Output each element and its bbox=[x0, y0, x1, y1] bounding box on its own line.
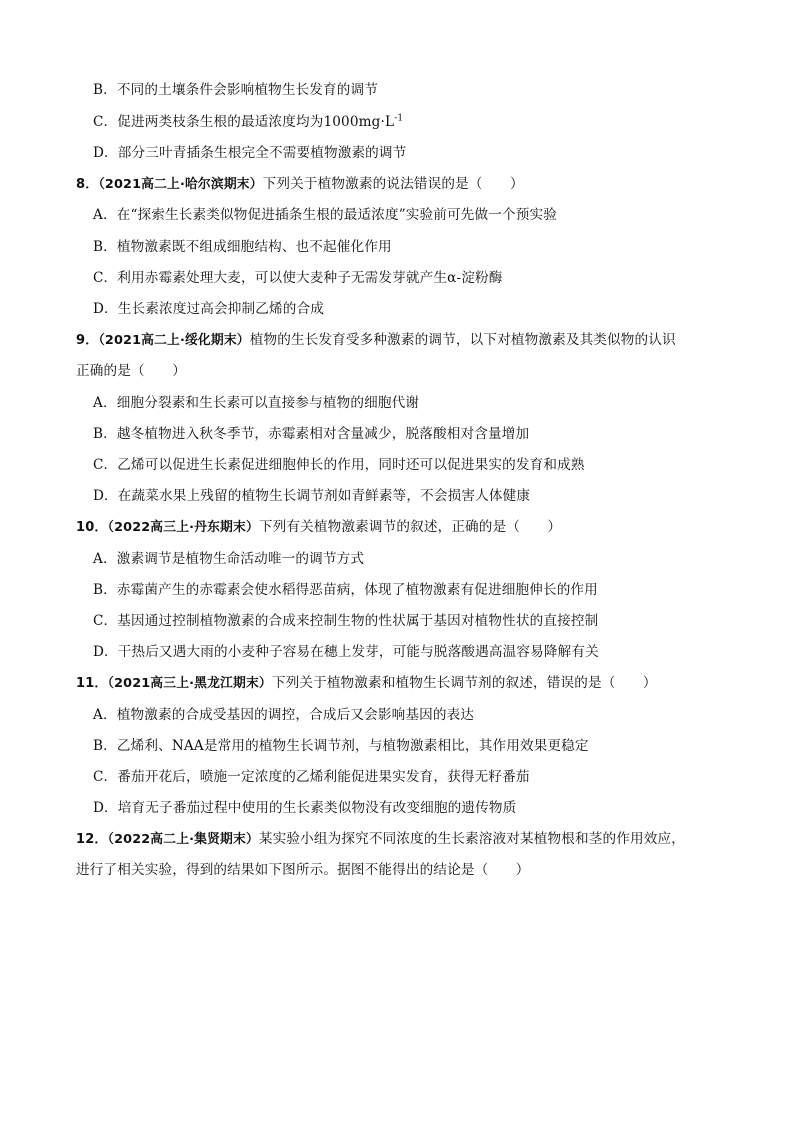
question-number: 10． bbox=[76, 520, 108, 535]
question-number: 8． bbox=[76, 177, 99, 192]
option-text: 番茄开花后，喷施一定浓度的乙烯利能促进果实发育，获得无籽番茄 bbox=[117, 769, 530, 785]
question-source: （2021高二上·绥化期末） bbox=[98, 333, 250, 348]
superscript: -1 bbox=[394, 113, 404, 124]
option-label: D． bbox=[93, 488, 118, 504]
question-12-stem-continued bbox=[76, 861, 530, 879]
question-source: （2022高二上·集贤期末） bbox=[107, 832, 259, 847]
question-number: 12． bbox=[76, 832, 108, 847]
option-label: B． bbox=[93, 582, 117, 598]
question-text-continued: 正确的是（ ） bbox=[76, 363, 186, 379]
option-label: C． bbox=[93, 270, 118, 286]
option-text: 细胞分裂素和生长素可以直接参与植物的细胞代谢 bbox=[116, 395, 420, 411]
question-11-option-a bbox=[93, 706, 474, 724]
question-11-stem bbox=[76, 674, 657, 693]
question-9-option-c bbox=[93, 456, 585, 474]
option-label: D． bbox=[93, 800, 118, 816]
option-text: 培育无子番茄过程中使用的生长素类似物没有改变细胞的遗传物质 bbox=[117, 800, 517, 816]
question-9-option-b bbox=[93, 425, 529, 443]
question-9-stem-continued bbox=[76, 362, 186, 380]
prev-option-b bbox=[93, 81, 378, 99]
option-text: 不同的土壤条件会影响植物生长发育的调节 bbox=[116, 82, 379, 98]
option-text: 植物激素既不组成细胞结构、也不起催化作用 bbox=[116, 239, 392, 255]
question-text: 下列关于植物激素的说法错误的是（ ） bbox=[262, 176, 524, 192]
option-label: C． bbox=[93, 457, 118, 473]
option-text: 乙烯利、NAA是常用的植物生长调节剂，与植物激素相比，其作用效果更稳定 bbox=[116, 738, 589, 754]
question-8-option-b bbox=[93, 238, 392, 256]
option-label: A． bbox=[93, 207, 117, 223]
option-text: 越冬植物进入秋冬季节，赤霉素相对含量减少，脱落酸相对含量增加 bbox=[116, 426, 530, 442]
prev-option-c bbox=[93, 113, 403, 131]
option-text: 基因通过控制植物激素的合成来控制生物的性状属于基因对植物性状的直接控制 bbox=[117, 613, 599, 629]
option-label: B． bbox=[93, 239, 117, 255]
question-9-option-a bbox=[93, 394, 419, 412]
option-label: D． bbox=[93, 301, 118, 317]
question-source: （2022高三上·丹东期末） bbox=[107, 520, 259, 535]
question-8-option-d bbox=[93, 300, 324, 318]
option-text: 在蔬菜水果上残留的植物生长调节剂如青鲜素等，不会损害人体健康 bbox=[117, 488, 531, 504]
option-text: 促进两类枝条生根的最适浓度均为1000mg·L bbox=[117, 114, 395, 130]
question-10-option-c bbox=[93, 612, 598, 630]
question-number: 9． bbox=[76, 333, 99, 348]
question-9-option-d bbox=[93, 487, 530, 505]
question-11-option-c bbox=[93, 768, 530, 786]
question-number: 11． bbox=[76, 676, 108, 691]
option-text: 生长素浓度过高会抑制乙烯的合成 bbox=[117, 301, 324, 317]
question-9-stem bbox=[76, 331, 676, 350]
option-text: 赤霉菌产生的赤霉素会使水稻得恶苗病，体现了植物激素有促进细胞伸长的作用 bbox=[116, 582, 598, 598]
question-source: （2021高三上·黑龙江期末） bbox=[107, 676, 272, 691]
question-text-continued: 进行了相关实验，得到的结果如下图所示。据图不能得出的结论是（ ） bbox=[76, 862, 530, 878]
question-10-stem bbox=[76, 518, 561, 537]
question-8-option-c bbox=[93, 269, 502, 287]
option-text: 乙烯可以促进生长素促进细胞伸长的作用，同时还可以促进果实的发育和成熟 bbox=[117, 457, 585, 473]
question-10-option-a bbox=[93, 550, 364, 568]
option-label: C． bbox=[93, 769, 118, 785]
option-label: B． bbox=[93, 738, 117, 754]
option-label: C． bbox=[93, 613, 118, 629]
question-text: 植物的生长发育受多种激素的调节，以下对植物激素及其类似物的认识 bbox=[249, 332, 676, 348]
option-label: B． bbox=[93, 426, 117, 442]
question-8-stem bbox=[76, 175, 524, 194]
option-text: 在“探索生长素类似物促进插条生根的最适浓度”实验前可先做一个预实验 bbox=[116, 207, 557, 223]
option-label: B． bbox=[93, 82, 117, 98]
option-text: 干热后又遇大雨的小麦种子容易在穗上发芽，可能与脱落酸遇高温容易降解有关 bbox=[117, 644, 599, 660]
option-label: A． bbox=[93, 551, 117, 567]
question-11-option-b bbox=[93, 737, 589, 755]
question-text: 下列关于植物激素和植物生长调节剂的叙述，错误的是（ ） bbox=[271, 675, 657, 691]
prev-option-d bbox=[93, 144, 406, 162]
question-source: （2021高二上·哈尔滨期末） bbox=[98, 177, 263, 192]
question-12-stem bbox=[76, 830, 685, 849]
option-text: 利用赤霉素处理大麦，可以使大麦种子无需发芽就产生α-淀粉酶 bbox=[117, 270, 503, 286]
question-10-option-b bbox=[93, 581, 598, 599]
option-label: C． bbox=[93, 114, 118, 130]
option-label: A． bbox=[93, 707, 117, 723]
question-text: 下列有关植物激素调节的叙述，正确的是（ ） bbox=[258, 519, 562, 535]
option-label: D． bbox=[93, 145, 118, 161]
option-label: D． bbox=[93, 644, 118, 660]
question-10-option-d bbox=[93, 643, 599, 661]
option-label: A． bbox=[93, 395, 117, 411]
option-text: 部分三叶青插条生根完全不需要植物激素的调节 bbox=[117, 145, 407, 161]
question-8-option-a bbox=[93, 206, 557, 224]
question-11-option-d bbox=[93, 799, 516, 817]
option-text: 植物激素的合成受基因的调控，合成后又会影响基因的表达 bbox=[116, 707, 475, 723]
option-text: 激素调节是植物生命活动唯一的调节方式 bbox=[116, 551, 365, 567]
question-text: 某实验小组为探究不同浓度的生长素溶液对某植物根和茎的作用效应， bbox=[258, 831, 685, 847]
